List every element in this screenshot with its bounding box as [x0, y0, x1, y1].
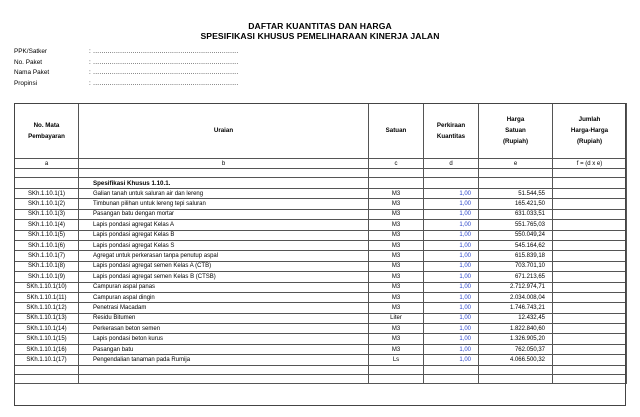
item-code-cell[interactable]: SKh.1.10.1(15) — [15, 334, 79, 344]
item-code-cell[interactable]: SKh.1.10.1(9) — [15, 272, 79, 282]
item-description-cell[interactable]: Lapis pondasi agregat semen Kelas A (CTB) — [79, 261, 369, 271]
item-code-cell[interactable]: SKh.1.10.1(12) — [15, 303, 79, 313]
item-code-cell[interactable]: SKh.1.10.1(7) — [15, 251, 79, 261]
item-unit-cell[interactable]: M3 — [369, 303, 424, 313]
item-unit-cell[interactable]: M3 — [369, 189, 424, 199]
item-code-cell[interactable]: SKh.1.10.1(8) — [15, 261, 79, 271]
header-satuan: Satuan — [369, 103, 424, 159]
item-unit-price-cell[interactable]: 51.544,55 — [479, 189, 553, 199]
item-unit-cell[interactable]: M3 — [369, 251, 424, 261]
item-unit-cell[interactable]: M3 — [369, 292, 424, 302]
meta-label: PPK/Satker — [14, 48, 48, 55]
item-code-cell[interactable]: SKh.1.10.1(16) — [15, 344, 79, 354]
item-quantity-cell[interactable]: 1,00 — [424, 292, 479, 302]
item-unit-price-cell[interactable]: 4.066.500,32 — [479, 355, 553, 365]
header-uraian: Uraian — [79, 103, 369, 159]
item-quantity-cell[interactable]: 1,00 — [424, 251, 479, 261]
item-unit-price-cell[interactable]: 1.746.743,21 — [479, 303, 553, 313]
item-unit-cell[interactable]: M3 — [369, 324, 424, 334]
item-description-cell[interactable]: Timbunan pilihan untuk lereng tepi saluran — [79, 199, 369, 209]
item-description-cell[interactable]: Lapis pondasi agregat Kelas S — [79, 240, 369, 250]
item-code-cell[interactable]: SKh.1.10.1(6) — [15, 240, 79, 250]
item-description-cell[interactable]: Pasangan batu — [79, 344, 369, 354]
item-unit-cell[interactable]: M3 — [369, 344, 424, 354]
item-unit-cell[interactable]: M3 — [369, 240, 424, 250]
item-description-cell[interactable]: Pengendalian tanaman pada Rumija — [79, 355, 369, 365]
item-unit-cell[interactable]: M3 — [369, 199, 424, 209]
item-unit-cell[interactable]: M3 — [369, 230, 424, 240]
item-description-cell[interactable]: Campuran aspal dingin — [79, 292, 369, 302]
item-code-cell[interactable]: SKh.1.10.1(10) — [15, 282, 79, 292]
item-unit-price-cell[interactable]: 1.326.905,20 — [479, 334, 553, 344]
header-perkiraan: Perkiraan Kuantitas — [424, 103, 479, 159]
item-unit-price-cell[interactable]: 550.049,24 — [479, 230, 553, 240]
meta-value-field[interactable]: : ...................................................................... — [89, 48, 239, 55]
item-quantity-cell[interactable]: 1,00 — [424, 199, 479, 209]
item-unit-price-cell[interactable]: 703.701,10 — [479, 261, 553, 271]
item-quantity-cell[interactable]: 1,00 — [424, 303, 479, 313]
item-unit-price-cell[interactable]: 615.839,18 — [479, 251, 553, 261]
item-unit-price-cell[interactable]: 762.050,37 — [479, 344, 553, 354]
item-unit-price-cell[interactable]: 551.765,03 — [479, 220, 553, 230]
item-unit-price-cell[interactable]: 631.033,51 — [479, 209, 553, 219]
column-letter: b — [79, 159, 369, 169]
item-code-cell[interactable]: SKh.1.10.1(11) — [15, 292, 79, 302]
item-quantity-cell[interactable]: 1,00 — [424, 272, 479, 282]
header-harga-satuan: Harga Satuan (Rupiah) — [479, 103, 553, 159]
meta-label: No. Paket — [14, 58, 43, 66]
item-code-cell[interactable]: SKh.1.10.1(17) — [15, 355, 79, 365]
item-unit-price-cell[interactable]: 2.712.974,71 — [479, 282, 553, 292]
item-unit-price-cell[interactable]: 12.432,45 — [479, 313, 553, 323]
item-unit-cell[interactable]: M3 — [369, 209, 424, 219]
item-quantity-cell[interactable]: 1,00 — [424, 209, 479, 219]
item-description-cell[interactable]: Campuran aspal panas — [79, 282, 369, 292]
document-title: DAFTAR KUANTITAS DAN HARGA — [248, 21, 392, 31]
item-description-cell[interactable]: Lapis pondasi beton kurus — [79, 334, 369, 344]
item-quantity-cell[interactable]: 1,00 — [424, 240, 479, 250]
table-frame — [14, 103, 626, 406]
header-no-mata: No. Mata Pembayaran — [15, 103, 79, 159]
item-code-cell[interactable]: SKh.1.10.1(2) — [15, 199, 79, 209]
meta-value-field[interactable]: : ...................................................................... — [89, 58, 239, 66]
item-unit-cell[interactable]: M3 — [369, 261, 424, 271]
item-description-cell[interactable]: Lapis pondasi agregat Kelas B — [79, 230, 369, 240]
column-letter: e — [479, 159, 553, 169]
item-code-cell[interactable]: SKh.1.10.1(4) — [15, 220, 79, 230]
item-quantity-cell[interactable]: 1,00 — [424, 313, 479, 323]
item-description-cell[interactable]: Lapis pondasi agregat semen Kelas B (CTSB) — [79, 272, 369, 282]
item-description-cell[interactable]: Pasangan batu dengan mortar — [79, 209, 369, 219]
item-quantity-cell[interactable]: 1,00 — [424, 261, 479, 271]
item-quantity-cell[interactable]: 1,00 — [424, 220, 479, 230]
item-quantity-cell[interactable]: 1,00 — [424, 324, 479, 334]
item-unit-price-cell[interactable]: 671.213,65 — [479, 272, 553, 282]
item-code-cell[interactable]: SKh.1.10.1(14) — [15, 324, 79, 334]
item-code-cell[interactable]: SKh.1.10.1(3) — [15, 209, 79, 219]
item-unit-cell[interactable]: M3 — [369, 272, 424, 282]
meta-value-field[interactable]: : ...................................................................... — [89, 79, 239, 87]
item-unit-price-cell[interactable]: 545.164,62 — [479, 240, 553, 250]
item-unit-price-cell[interactable]: 1.822.840,60 — [479, 324, 553, 334]
item-unit-price-cell[interactable]: 165.421,50 — [479, 199, 553, 209]
item-description-cell[interactable]: Penetrasi Macadam — [79, 303, 369, 313]
section-title[interactable]: Spesifikasi Khusus 1.10.1. — [79, 178, 369, 189]
item-quantity-cell[interactable]: 1,00 — [424, 355, 479, 365]
header-jumlah: Jumlah Harga-Harga (Rupiah) — [553, 103, 627, 159]
item-description-cell[interactable]: Galian tanah untuk saluran air dan lereng — [79, 189, 369, 199]
item-description-cell[interactable]: Perkerasan beton semen — [79, 324, 369, 334]
document-subtitle: SPESIFIKASI KHUSUS PEMELIHARAAN KINERJA JALAN — [200, 31, 440, 41]
column-letter: a — [15, 159, 79, 169]
item-code-cell[interactable]: SKh.1.10.1(1) — [15, 189, 79, 199]
item-quantity-cell[interactable]: 1,00 — [424, 230, 479, 240]
item-description-cell[interactable]: Residu Bitumen — [79, 313, 369, 323]
item-description-cell[interactable]: Agregat untuk perkerasan tanpa penutup aspal — [79, 251, 369, 261]
item-unit-cell[interactable]: Liter — [369, 313, 424, 323]
meta-label: Nama Paket — [14, 69, 50, 76]
item-quantity-cell[interactable]: 1,00 — [424, 344, 479, 354]
meta-value-field[interactable]: : ...................................................................... — [89, 69, 239, 76]
item-unit-cell[interactable]: M3 — [369, 220, 424, 230]
column-letter: d — [424, 159, 479, 169]
item-code-cell[interactable]: SKh.1.10.1(5) — [15, 230, 79, 240]
item-unit-price-cell[interactable]: 2.034.008,04 — [479, 292, 553, 302]
column-letter: c — [369, 159, 424, 169]
meta-label: Propinsi — [14, 79, 38, 87]
item-description-cell[interactable]: Lapis pondasi agregat Kelas A — [79, 220, 369, 230]
item-unit-cell[interactable]: M3 — [369, 282, 424, 292]
item-unit-cell[interactable]: M3 — [369, 334, 424, 344]
item-quantity-cell[interactable]: 1,00 — [424, 282, 479, 292]
item-quantity-cell[interactable]: 1,00 — [424, 334, 479, 344]
item-unit-cell[interactable]: Ls — [369, 355, 424, 365]
item-code-cell[interactable]: SKh.1.10.1(13) — [15, 313, 79, 323]
column-letter: f = (d x e) — [553, 159, 627, 169]
item-quantity-cell[interactable]: 1,00 — [424, 189, 479, 199]
